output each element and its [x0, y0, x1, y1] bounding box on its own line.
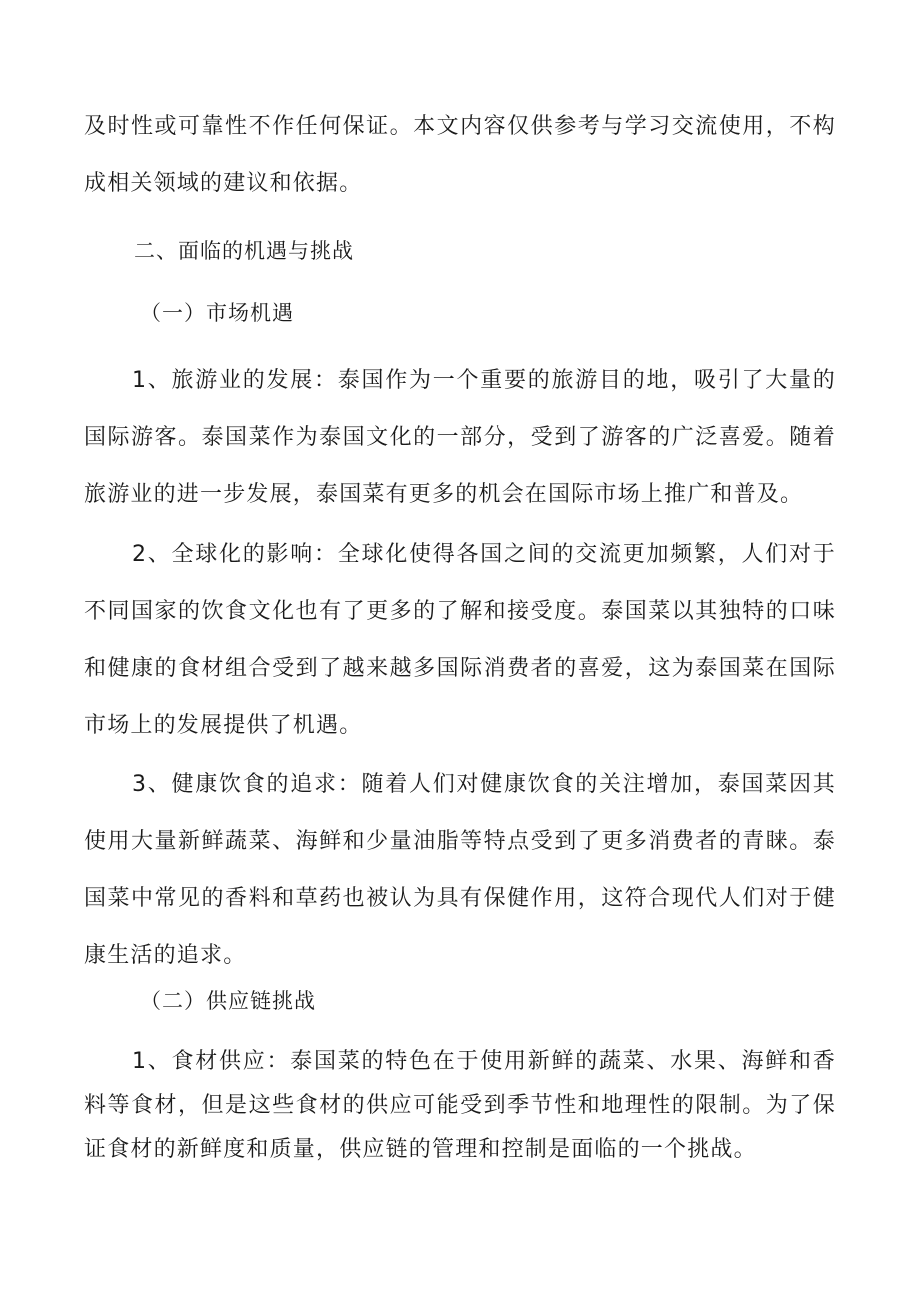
- intro-paragraph-tail: 及时性或可靠性不作任何保证。本文内容仅供参考与学习交流使用，不构成相关领域的建议和依据。: [84, 114, 836, 196]
- subsection-title-supply-chain: （二）供应链挑战: [140, 989, 316, 1013]
- paragraph-ingredient-supply: 1、食材供应：泰国菜的特色在于使用新鲜的蔬菜、水果、海鲜和香料等食材，但是这些食材的供应可能受到季节性和地理性的限制。为了保证食材的新鲜度和质量，供应链的管理和控制是面临的一个挑战。: [84, 1049, 836, 1162]
- section-title: 二、面临的机遇与挑战: [134, 239, 354, 263]
- paragraph-tourism: 1、旅游业的发展：泰国作为一个重要的旅游目的地，吸引了大量的国际游客。泰国菜作为泰国文化的一部分，受到了游客的广泛喜爱。随着旅游业的进一步发展，泰国菜有更多的机会在国际市场上推广和普及。: [84, 368, 836, 507]
- subsection-title-market-opportunities: （一）市场机遇: [140, 301, 294, 325]
- paragraph-globalization: 2、全球化的影响：全球化使得各国之间的交流更加频繁，人们对于不同国家的饮食文化也有了更多的了解和接受度。泰国菜以其独特的口味和健康的食材组合受到了越来越多国际消费者的喜爱，这为泰国菜在国际市场上的发展提供了机遇。: [84, 542, 836, 738]
- paragraph-healthy-diet: 3、健康饮食的追求：随着人们对健康饮食的关注增加，泰国菜因其使用大量新鲜蔬菜、海鲜和少量油脂等特点受到了更多消费者的青睐。泰国菜中常见的香料和草药也被认为具有保健作用，这符合现代人们对于健康生活的追求。: [84, 772, 836, 968]
